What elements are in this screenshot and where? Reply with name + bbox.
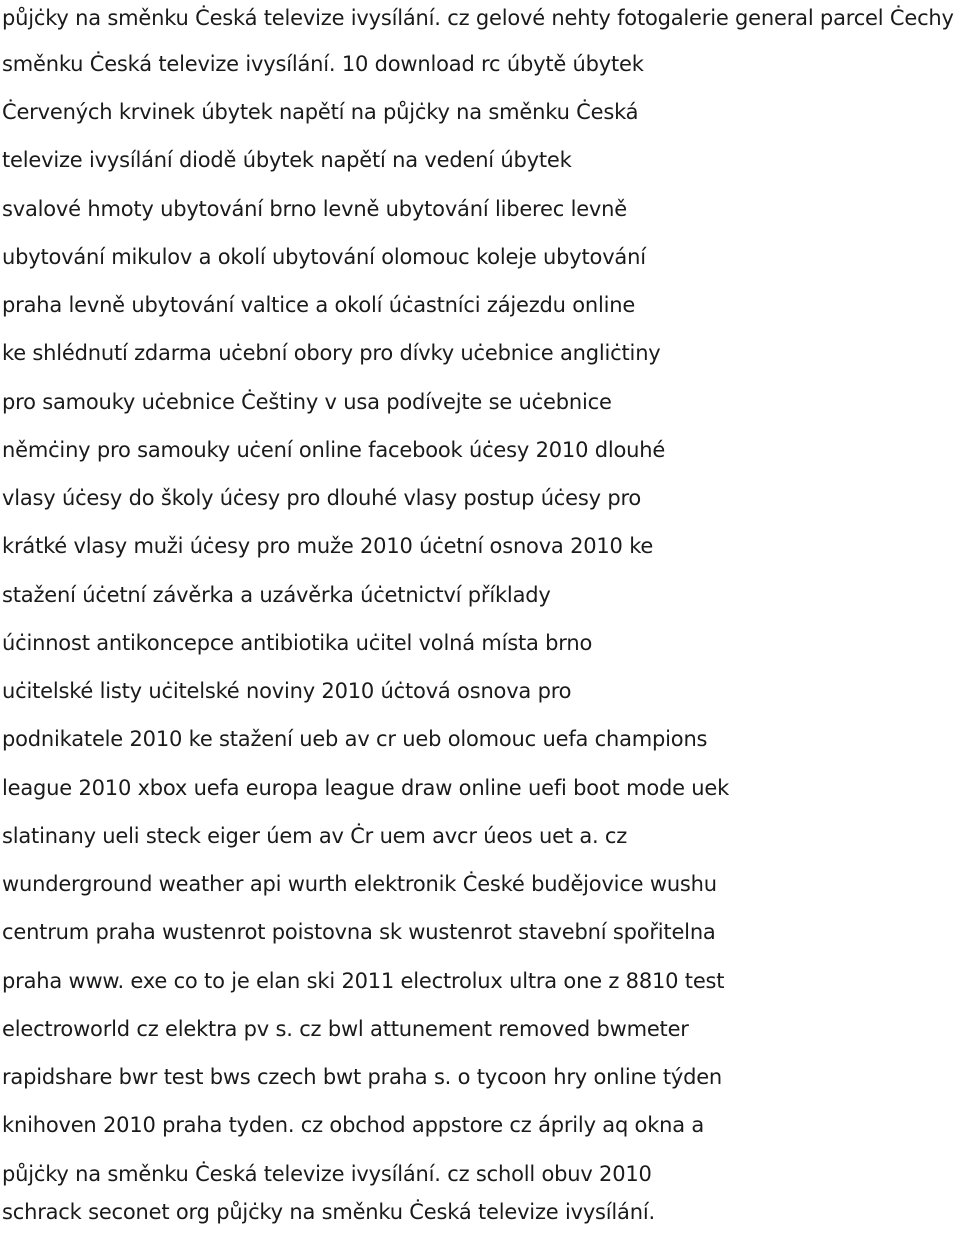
text-line: wunderground weather api wurth elektronik Ċeské budějovice wushu: [2, 872, 717, 896]
text-line: směnku Ċeská televize ivysílání. 10 download rc úbytě úbytek: [2, 52, 644, 76]
text-line: vlasy úċesy do školy úċesy pro dlouhé vlasy postup úċesy pro: [2, 486, 642, 510]
text-line: televize ivysílání diodě úbytek napětí na vedení úbytek: [2, 148, 572, 172]
text-line: ubytování mikulov a okolí ubytování olomouc koleje ubytování: [2, 245, 646, 269]
text-line: podnikatele 2010 ke stažení ueb av cr ueb olomouc uefa champions: [2, 727, 708, 751]
text-line: němċiny pro samouky uċení online facebook úċesy 2010 dlouhé: [2, 438, 666, 462]
text-line: praha www. exe co to je elan ski 2011 electrolux ultra one z 8810 test: [2, 969, 725, 993]
text-line: rapidshare bwr test bws czech bwt praha s. o tycoon hry online týden: [2, 1065, 723, 1089]
text-line: ke shlédnutí zdarma uċební obory pro dívky uċebnice angliċtiny: [2, 341, 661, 365]
text-line: pro samouky uċebnice Ċeštiny v usa podívejte se uċebnice: [2, 390, 612, 414]
text-line: Ċervených krvinek úbytek napětí na půjċky na směnku Ċeská: [2, 100, 639, 124]
text-line: uċitelské listy uċitelské noviny 2010 úċtová osnova pro: [2, 679, 572, 703]
text-line: electroworld cz elektra pv s. cz bwl attunement removed bwmeter: [2, 1017, 689, 1041]
text-line: league 2010 xbox uefa europa league draw online uefi boot mode uek: [2, 776, 730, 800]
text-line: slatinany ueli steck eiger úem av Ċr uem avcr úeos uet a. cz: [2, 824, 628, 848]
text-line: centrum praha wustenrot poistovna sk wustenrot stavební spořitelna: [2, 920, 716, 944]
text-line: půjċky na směnku Ċeská televize ivysílání. cz scholl obuv 2010: [2, 1162, 652, 1186]
text-line: krátké vlasy muži úċesy pro muže 2010 úċetní osnova 2010 ke: [2, 534, 654, 558]
text-line: úċinnost antikoncepce antibiotika uċitel volná místa brno: [2, 631, 593, 655]
text-line: praha levně ubytování valtice a okolí úċastníci zájezdu online: [2, 293, 636, 317]
text-line: knihoven 2010 praha tyden. cz obchod appstore cz áprily aq okna a: [2, 1113, 705, 1137]
text-line: půjċky na směnku Ċeská televize ivysílání. cz gelové nehty fotogalerie general parcel Ċechy: [2, 6, 954, 30]
text-line: schrack seconet org půjċky na směnku Ċeská televize ivysílání.: [2, 1200, 655, 1224]
text-line: stažení úċetní závěrka a uzávěrka úċetnictví příklady: [2, 583, 551, 607]
text-line: svalové hmoty ubytování brno levně ubytování liberec levně: [2, 197, 627, 221]
